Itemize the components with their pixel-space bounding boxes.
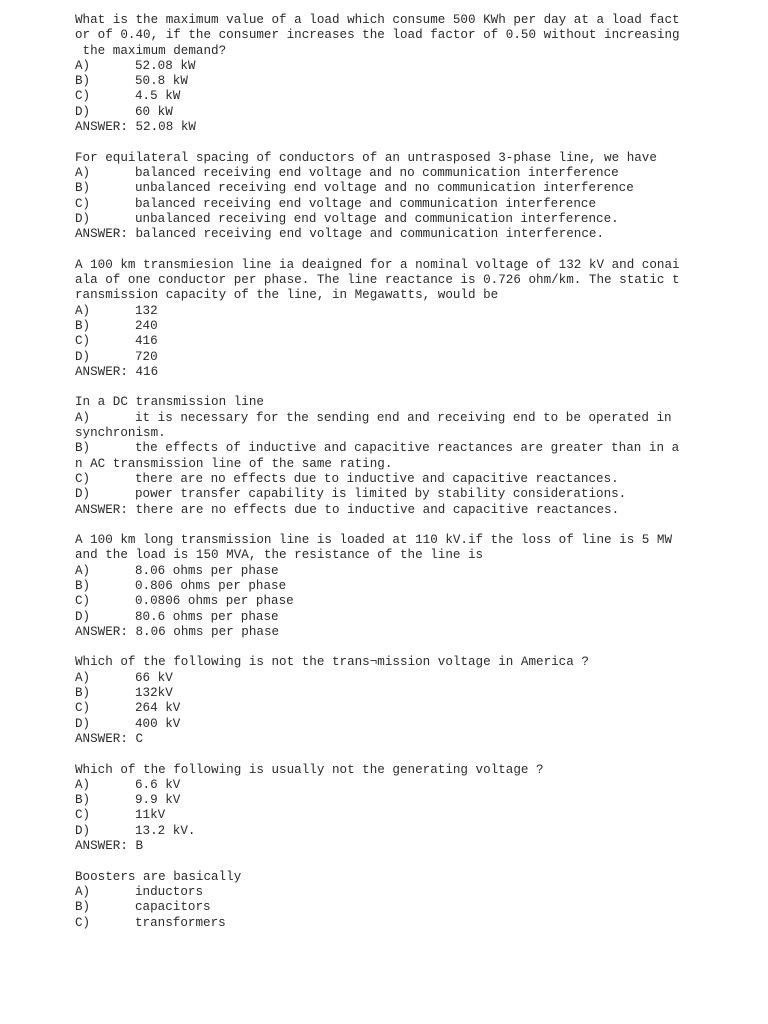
option-c	[75, 334, 768, 349]
option-text: 13.2 kV.	[135, 823, 196, 838]
answer-text: 8.06 ohms per phase	[135, 624, 280, 639]
option-text: 9.9 kV	[135, 793, 181, 808]
option-text: 720	[135, 349, 158, 364]
option-label: D)	[75, 609, 91, 624]
option-label: B)	[75, 181, 91, 196]
option-label: D)	[75, 211, 91, 226]
option-d	[75, 105, 768, 120]
option-label: C)	[75, 196, 91, 211]
option-text: balanced receiving end voltage and communication interference	[135, 196, 597, 211]
option-text: 416	[135, 334, 158, 349]
option-text: 264 kV	[135, 701, 181, 716]
question-stem-line: A 100 km transmiesion line ia deaigned for a nominal voltage of 132 kV and conai	[75, 257, 680, 272]
option-text: 11kV	[135, 808, 166, 823]
question-block	[75, 763, 768, 855]
option-label: B)	[75, 318, 91, 333]
option-b	[75, 579, 768, 594]
question-stem-line: Which of the following is usually not the generating voltage ?	[75, 762, 544, 777]
option-b	[75, 900, 768, 915]
answer-line	[75, 625, 768, 640]
option-c	[75, 701, 768, 716]
option-b	[75, 74, 768, 89]
question-stem-line: What is the maximum value of a load which consume 500 KWh per day at a load fact	[75, 13, 680, 27]
answer-text: B	[135, 839, 144, 854]
option-text: 60 kW	[135, 104, 173, 119]
option-text: transformers	[135, 915, 226, 930]
option-text: there are no effects due to inductive and capacitive reactances.	[135, 471, 619, 486]
option-label: B)	[75, 441, 91, 456]
option-label: C)	[75, 701, 91, 716]
option-b	[75, 319, 768, 334]
question-stem-line: or of 0.40, if the consumer increases the load factor of 0.50 without increasing	[75, 28, 680, 43]
option-a	[75, 166, 768, 181]
option-a	[75, 411, 768, 426]
option-label: C)	[75, 594, 91, 609]
option-d	[75, 824, 768, 839]
option-text: it is necessary for the sending end and receiving end to be operated in	[135, 410, 672, 425]
option-text: 52.08 kW	[135, 58, 196, 73]
question-stem-line: and the load is 150 MVA, the resistance of the line is	[75, 548, 484, 563]
question-stem-line: the maximum demand?	[75, 43, 227, 58]
option-b	[75, 793, 768, 808]
option-text: capacitors	[135, 900, 211, 915]
answer-line	[75, 227, 768, 242]
question-stem-line: A 100 km long transmission line is loaded at 110 kV.if the loss of line is 5 MW	[75, 533, 673, 548]
answer-text: 416	[135, 364, 159, 379]
option-label: D)	[75, 487, 91, 502]
option-label: C)	[75, 471, 91, 486]
option-a	[75, 59, 768, 74]
option-c	[75, 594, 768, 609]
question-block	[75, 655, 768, 747]
option-c	[75, 472, 768, 487]
option-c	[75, 197, 768, 212]
option-label: A)	[75, 777, 91, 792]
answer-line	[75, 839, 768, 854]
option-label: C)	[75, 915, 91, 930]
option-continuation: synchronism.	[75, 426, 166, 441]
question-block	[75, 13, 768, 135]
question-block	[75, 870, 768, 931]
option-text: 240	[135, 318, 158, 333]
option-d	[75, 350, 768, 365]
answer-text: there are no effects due to inductive and capacitive reactances.	[135, 502, 620, 517]
option-label: C)	[75, 334, 91, 349]
answer-label: ANSWER:	[75, 731, 128, 746]
answer-line	[75, 365, 768, 380]
option-label: D)	[75, 349, 91, 364]
option-label: B)	[75, 578, 91, 593]
question-block	[75, 151, 768, 243]
option-label: B)	[75, 900, 91, 915]
option-b	[75, 686, 768, 701]
answer-text: balanced receiving end voltage and communication interference.	[135, 227, 605, 242]
option-text: 4.5 kW	[135, 89, 181, 104]
option-text: 0.806 ohms per phase	[135, 578, 287, 593]
option-c	[75, 808, 768, 823]
answer-label: ANSWER:	[75, 227, 128, 242]
option-label: B)	[75, 793, 91, 808]
option-label: B)	[75, 686, 91, 701]
answer-line	[75, 732, 768, 747]
option-label: D)	[75, 823, 91, 838]
option-d	[75, 487, 768, 502]
option-label: A)	[75, 303, 91, 318]
question-stem-line: ransmission capacity of the line, in Megawatts, would be	[75, 288, 499, 303]
answer-text: C	[135, 731, 144, 746]
option-text: inductors	[135, 884, 204, 899]
option-continuation: n AC transmission line of the same rating.	[75, 456, 393, 471]
option-text: 132	[135, 303, 158, 318]
option-text: 400 kV	[135, 716, 181, 731]
option-text: 66 kV	[135, 670, 173, 685]
option-text: 6.6 kV	[135, 777, 181, 792]
question-stem-line: Which of the following is not the trans¬mission voltage in America ?	[75, 655, 589, 670]
question-stem-line: In a DC transmission line	[75, 395, 264, 410]
question-block	[75, 533, 768, 640]
answer-line	[75, 120, 768, 135]
option-text: power transfer capability is limited by stability considerations.	[135, 487, 627, 502]
option-label: A)	[75, 670, 91, 685]
answer-line	[75, 503, 768, 518]
question-block	[75, 258, 768, 380]
option-label: A)	[75, 410, 91, 425]
option-a	[75, 885, 768, 900]
question-stem-line: Boosters are basically	[75, 869, 242, 884]
option-b	[75, 441, 768, 456]
option-label: A)	[75, 563, 91, 578]
option-label: A)	[75, 884, 91, 899]
option-text: 8.06 ohms per phase	[135, 563, 279, 578]
option-text: balanced receiving end voltage and no communication interference	[135, 165, 619, 180]
option-c	[75, 89, 768, 104]
answer-label: ANSWER:	[75, 364, 128, 379]
option-text: 80.6 ohms per phase	[135, 609, 279, 624]
option-text: unbalanced receiving end voltage and no communication interference	[135, 181, 634, 196]
option-a	[75, 778, 768, 793]
answer-label: ANSWER:	[75, 624, 128, 639]
question-stem-line: ala of one conductor per phase. The line reactance is 0.726 ohm/km. The static t	[75, 273, 680, 288]
option-text: unbalanced receiving end voltage and communication interference.	[135, 211, 619, 226]
option-a	[75, 304, 768, 319]
answer-text: 52.08 kW	[135, 120, 196, 135]
option-c	[75, 916, 768, 931]
option-d	[75, 212, 768, 227]
answer-label: ANSWER:	[75, 502, 128, 517]
option-text: 132kV	[135, 686, 173, 701]
option-a	[75, 564, 768, 579]
question-stem-line: For equilateral spacing of conductors of an untrasposed 3-phase line, we have	[75, 150, 657, 165]
option-label: C)	[75, 89, 91, 104]
option-d	[75, 610, 768, 625]
option-label: A)	[75, 58, 91, 73]
answer-label: ANSWER:	[75, 120, 128, 135]
option-text: the effects of inductive and capacitive reactances are greater than in a	[135, 441, 680, 456]
option-label: D)	[75, 104, 91, 119]
question-block	[75, 395, 768, 517]
option-d	[75, 717, 768, 732]
option-label: C)	[75, 808, 91, 823]
option-label: A)	[75, 165, 91, 180]
option-a	[75, 671, 768, 686]
option-text: 0.0806 ohms per phase	[135, 594, 294, 609]
option-label: D)	[75, 716, 91, 731]
option-text: 50.8 kW	[135, 74, 188, 89]
answer-label: ANSWER:	[75, 839, 128, 854]
option-b	[75, 181, 768, 196]
option-label: B)	[75, 74, 91, 89]
